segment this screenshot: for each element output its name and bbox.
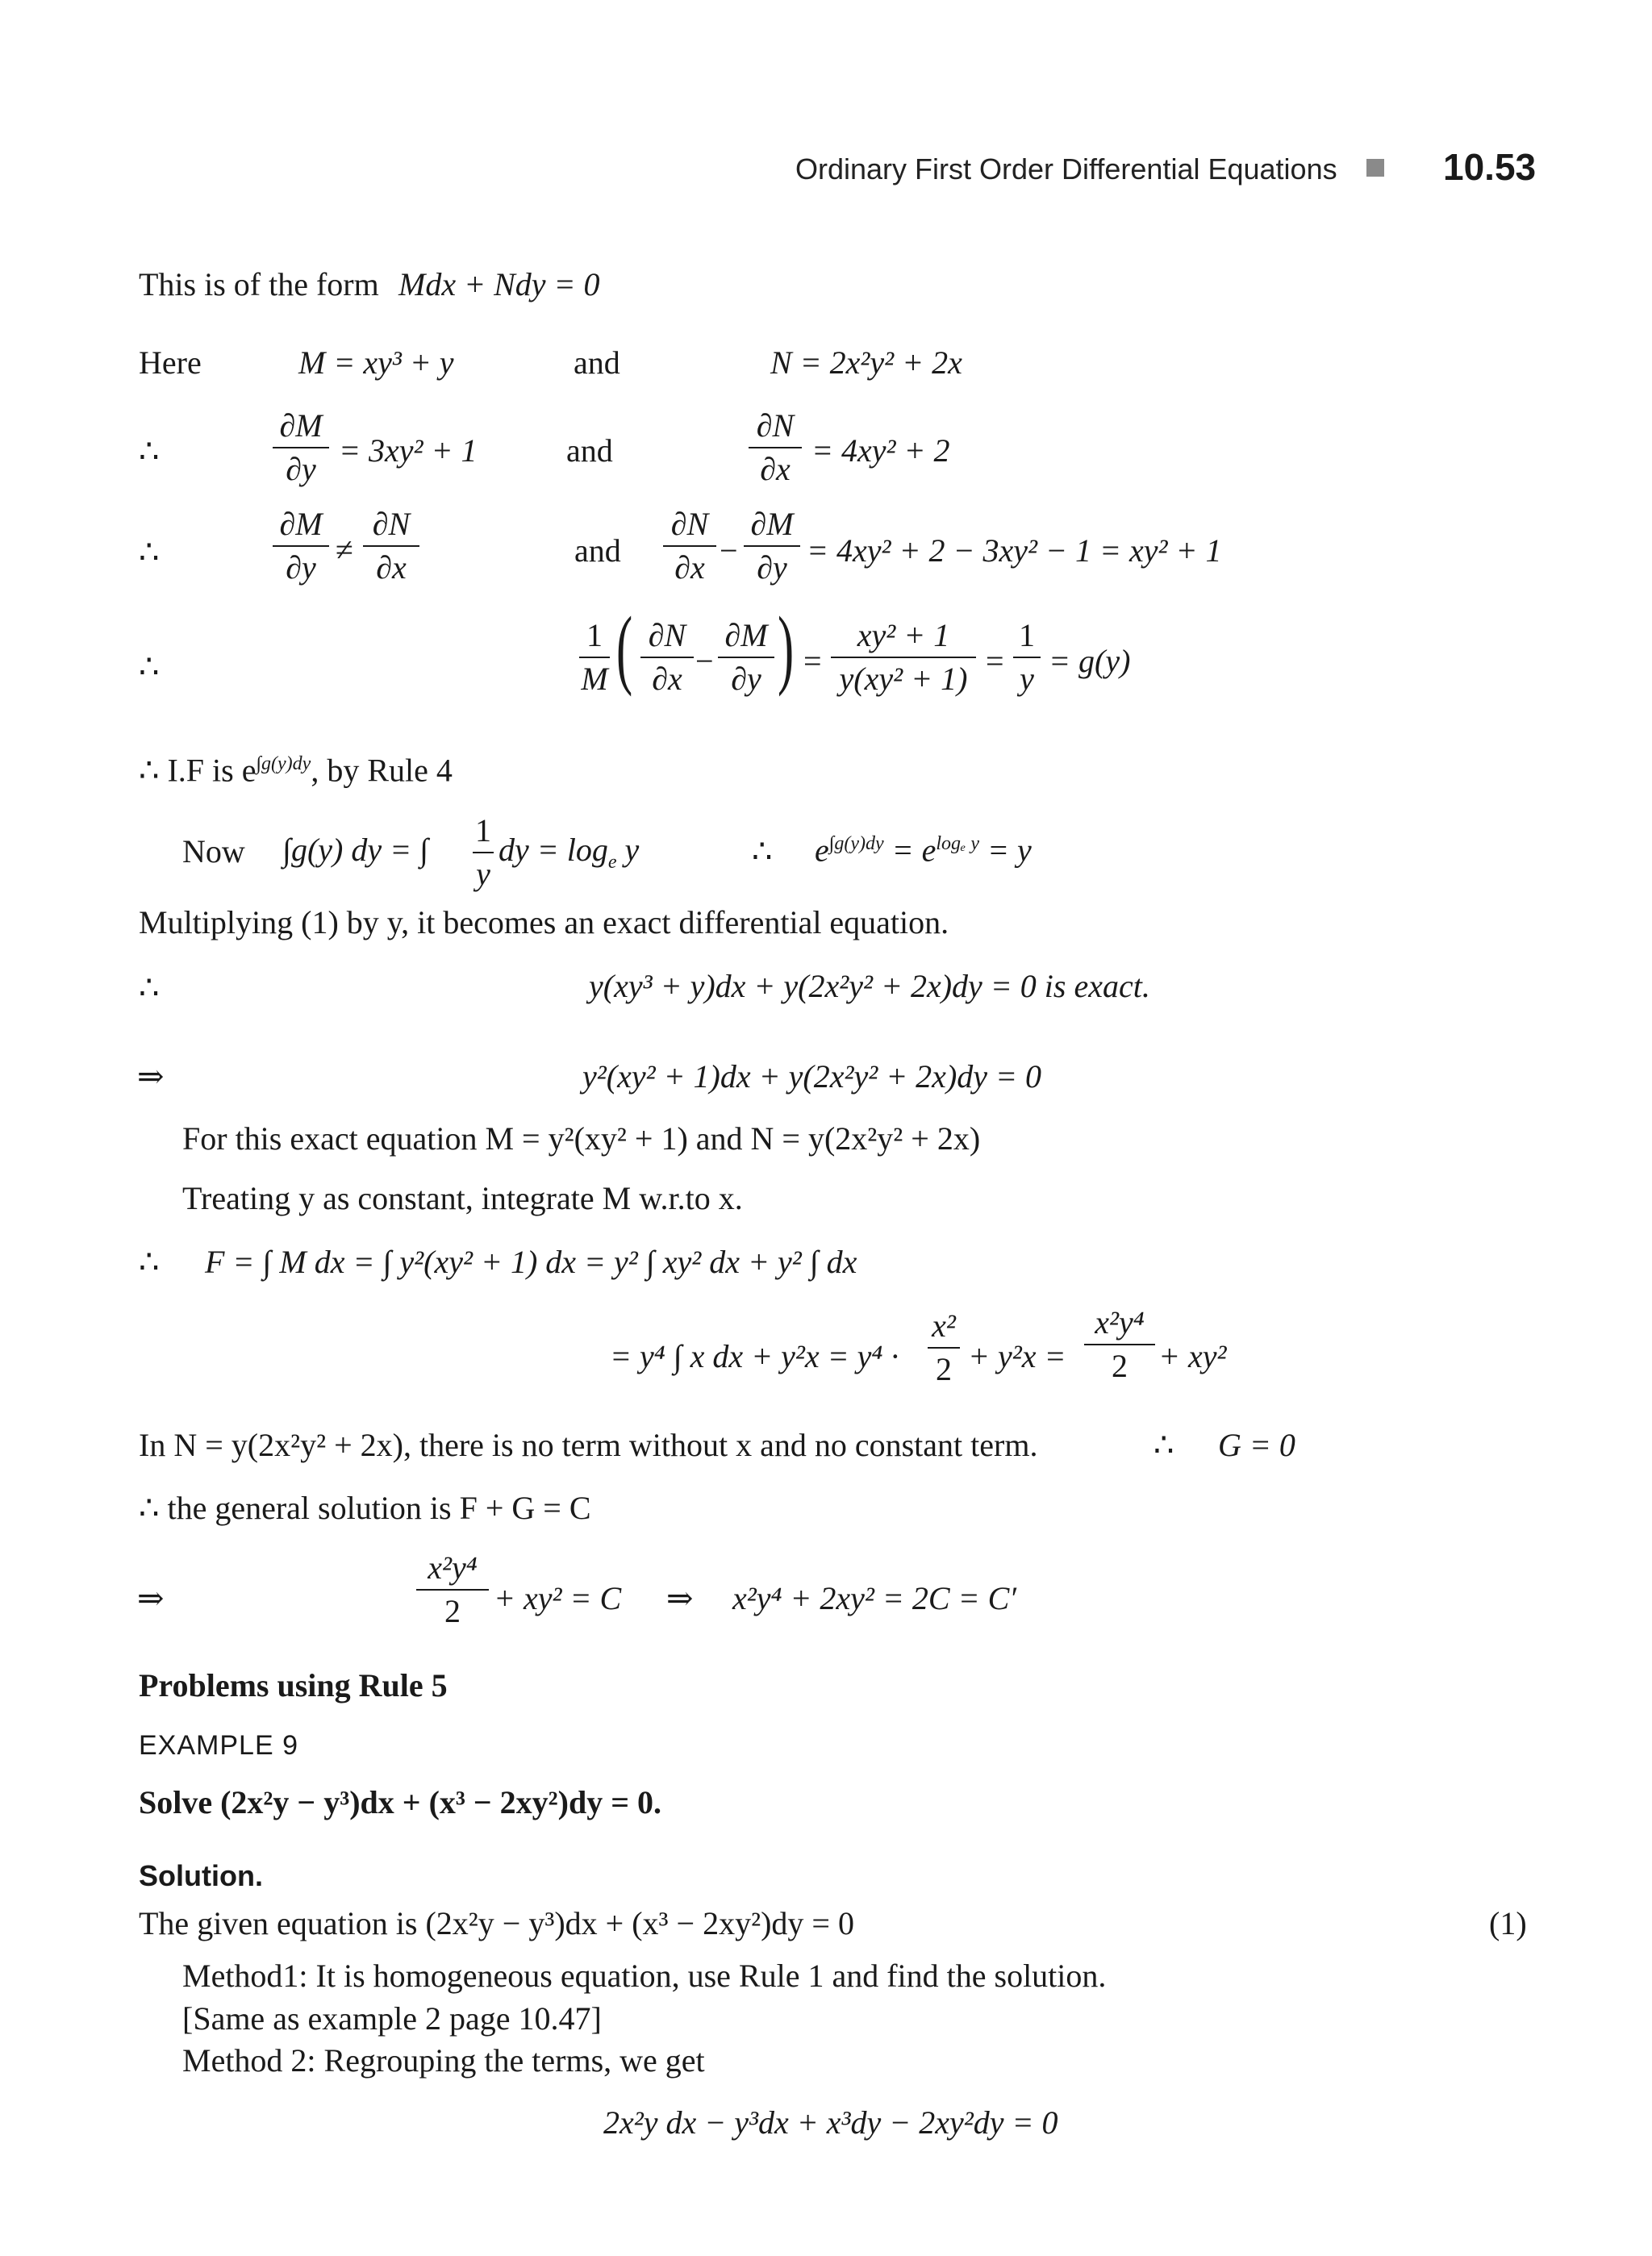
fraction-x2y4-over-2: x²y⁴ 2 [1084,1307,1155,1382]
therefore-symbol-4: ∴ [752,833,773,869]
integral-g-y: ∫g(y) dy = ∫ [282,832,429,868]
running-header-title: Ordinary First Order Differential Equations [795,152,1337,186]
method-1: Method1: It is homogeneous equation, use Rule 1 and find the solution. [182,1958,1107,1994]
N-definition: N = 2x²y² + 2x [770,344,962,381]
therefore-symbol-2: ∴ [139,534,160,570]
therefore-symbol-3: ∴ [139,648,160,685]
F-evaluation-part3: + xy² [1158,1338,1227,1374]
not-equal-symbol: ≠ [336,532,353,568]
minus-sign-2: − [695,643,714,679]
fraction-one-over-M: 1 M [579,619,610,695]
example-statement: Solve (2x²y − y³)dx + (x³ − 2xy²)dy = 0. [139,1784,662,1820]
therefore-symbol-1: ∴ [139,433,160,469]
MN-definition: For this exact equation M = y²(xy² + 1) and N = y(2x²y² + 2x) [182,1120,981,1157]
left-paren: ( [616,598,633,697]
treating-y-constant: Treating y as constant, integrate M w.r.to x. [182,1180,743,1216]
G-equals-zero: G = 0 [1218,1427,1295,1463]
equation-number: (1) [1489,1905,1527,1941]
equals-sign-2: = [986,643,1004,679]
dNdx-result: = 4xy² + 2 [811,432,950,469]
and-word-1: and [574,344,620,381]
equals-sign-1: = [803,643,822,679]
method-1-reference: [Same as example 2 page 10.47] [182,2000,602,2037]
exp-integral-result: $e^{\int g(y)dy} = e^{log_e y} = y$ [815,832,1032,869]
fraction-dM-dy-1: ∂M ∂y [273,410,329,486]
implies-symbol-1: ⇒ [137,1058,165,1095]
solution-label: Solution. [139,1859,263,1892]
implies-symbol-2: ⇒ [137,1580,165,1616]
line-form-text: This is of the form [139,266,379,302]
method-2: Method 2: Regrouping the terms, we get [182,2042,705,2079]
implies-symbol-3: ⇒ [666,1580,694,1616]
solution-equation-2: x²y⁴ + 2xy² = 2C = C′ [732,1580,1016,1616]
here-label: Here [139,344,202,381]
given-equation: The given equation is (2x²y − y³)dx + (x³ − 2xy²)dy = 0 [139,1905,854,1941]
M-definition: M = xy³ + y [298,344,454,381]
fraction-dM-dy-3: ∂M ∂y [744,508,800,584]
fraction-dM-dy-2: ∂M ∂y [273,508,329,584]
dMdy-result: = 3xy² + 1 [339,432,478,469]
page-number: 10.53 [1443,146,1537,188]
fraction-x2-over-2: x² 2 [928,1310,960,1386]
difference-result: = 4xy² + 2 − 3xy² − 1 = xy² + 1 [807,532,1222,569]
section-title: Problems using Rule 5 [139,1667,448,1703]
fraction-dN-dx-2: ∂N ∂x [363,508,419,584]
fraction-dM-dy-4: ∂M ∂y [718,619,774,695]
exact-equation: y(xy³ + y)dx + y(2x²y² + 2x)dy = 0 is exact. [589,968,1150,1004]
therefore-symbol-5: ∴ [139,970,160,1006]
fraction-xy2plus1: xy² + 1 y(xy² + 1) [831,619,976,695]
line-form-math: Mdx + Ndy = 0 [398,266,600,302]
therefore-symbol-7: ∴ [1153,1427,1174,1463]
minus-sign-1: − [720,532,738,569]
solution-equation-1: + xy² = C [494,1580,622,1616]
multiplying-statement: Multiplying (1) by y, it becomes an exact differential equation. [139,904,949,940]
example-label: EXAMPLE 9 [139,1730,298,1761]
fraction-one-over-y: 1 y [1013,619,1041,695]
log-e-y: dy = $\log_e y$ [499,832,640,873]
header-square-icon [1366,159,1384,177]
fraction-dN-dx-4: ∂N ∂x [640,619,694,695]
general-solution-statement: ∴ the general solution is F + G = C [139,1490,591,1526]
and-word-3: and [574,532,621,569]
g-of-y: = g(y) [1049,643,1131,679]
now-label: Now [182,833,245,869]
therefore-symbol-6: ∴ [139,1244,160,1280]
and-word-2: and [566,432,613,469]
fraction-one-over-y-2: 1 y [473,815,494,890]
F-evaluation-part2: + y²x = [968,1338,1066,1374]
fraction-dN-dx-3: ∂N ∂x [663,508,716,584]
expanded-exact-equation: y²(xy² + 1)dx + y(2x²y² + 2x)dy = 0 [582,1058,1042,1095]
fraction-solution-x2y4-over-2: x²y⁴ 2 [416,1552,489,1628]
fraction-dN-dx-1: ∂N ∂x [749,410,802,486]
regrouped-equation: 2x²y dx − y³dx + x³dy − 2xy²dy = 0 [603,2104,1058,2141]
no-term-statement: In N = y(2x²y² + 2x), there is no term without x and no constant term. [139,1427,1038,1463]
F-integral: F = ∫ M dx = ∫ y²(xy² + 1) dx = y² ∫ xy² dx + y² ∫ dx [205,1244,857,1280]
IF-statement: ∴ I.F is $e^{\int g(y)dy}$, by Rule 4 [139,752,453,789]
right-paren: ) [778,598,795,697]
F-evaluation-part1: = y⁴ ∫ x dx + y²x = y⁴ · [610,1338,899,1374]
